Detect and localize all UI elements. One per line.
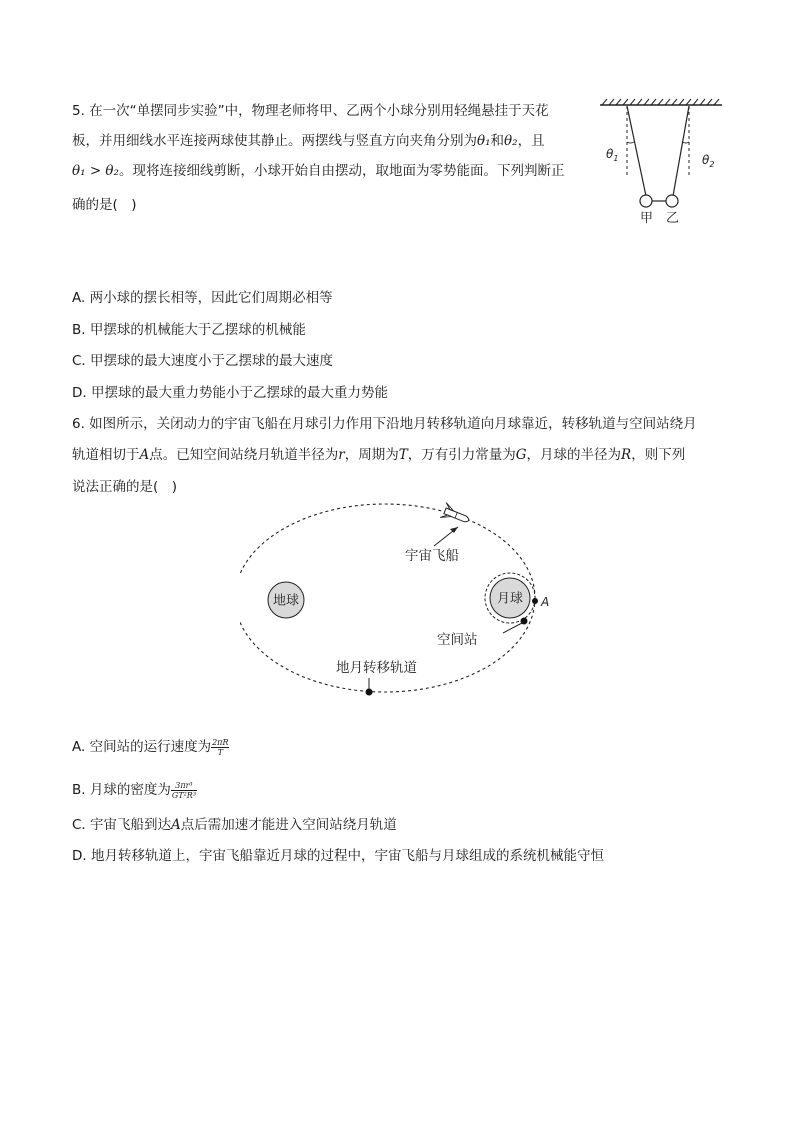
q6-line-2-text-d: ，万有引力常量为: [407, 447, 516, 463]
fraction-denominator: GT²R³: [171, 790, 197, 800]
q6-var-t: T: [398, 447, 408, 463]
q5-line-1: 5. 在一次“单摆同步实验”中，物理老师将甲、乙两个小球分别用轻绳悬挂于天花: [72, 103, 549, 119]
q6-option-a: [72, 737, 229, 757]
q5-option-b: B. 甲摆球的机械能大于乙摆球的机械能: [72, 322, 306, 338]
q6-line-2-text-b: 点。已知空间站绕月轨道半径为: [149, 447, 339, 463]
q6-option-c-text-b: 点后需加速才能进入空间站绕月轨道: [180, 817, 397, 833]
fraction-denominator: T: [217, 747, 223, 757]
q6-option-a-fraction: [211, 738, 229, 757]
q5-line-4: 确的是( ): [72, 197, 137, 213]
q6-option-d: D. 地月转移轨道上，宇宙飞船靠近月球的过程中，宇宙飞船与月球组成的系统机械能守恒: [72, 848, 604, 864]
spaceship-label: 宇宙飞船: [405, 548, 459, 564]
q6-var-r-cap: R: [621, 447, 632, 463]
theta2-label: $\theta_2$: [702, 153, 715, 169]
q6-option-c-text-a: C. 宇宙飞船到达: [72, 817, 172, 833]
spaceship-icon: [440, 503, 471, 528]
ball-jia: [640, 195, 652, 207]
fraction-numerator: 2πR: [212, 737, 229, 747]
q6-var-r: r: [338, 447, 345, 463]
q6-line-1: 6. 如图所示，关闭动力的宇宙飞船在月球引力作用下沿地月转移轨道向月球靠近，转移轨道与空间站绕月: [72, 416, 697, 432]
q6-option-a-text: A. 空间站的运行速度为: [72, 739, 212, 755]
q5-theta2: θ₂: [504, 133, 518, 149]
fraction-numerator: 3πr³: [171, 781, 197, 791]
q6-var-g: G: [515, 447, 527, 463]
q5-line-2-text-a: 板，并用细线水平连接两球使其静止。两摆线与竖直方向夹角分别为: [72, 133, 477, 149]
ball-yi: [666, 195, 678, 207]
q6-var-a: A: [139, 447, 150, 463]
station-label: 空间站: [437, 632, 478, 648]
q6-line-3: 说法正确的是( ): [72, 479, 178, 495]
moon-label: 月球: [496, 591, 524, 607]
q5-option-a: A. 两小球的摆长相等，因此它们周期必相等: [72, 290, 333, 306]
pendulum-diagram: [598, 98, 726, 226]
q6-line-2-text-e: ，月球的半径为: [526, 447, 622, 463]
q5-line-2-text-c: ，且: [517, 133, 545, 149]
q5-line-3: [72, 161, 564, 181]
transfer-orbit-label: 地月转移轨道: [336, 660, 417, 676]
station-pointer: [503, 623, 522, 633]
earth-label: 地球: [272, 593, 300, 609]
q5-option-d: D. 甲摆球的最大重力势能小于乙摆球的最大重力势能: [72, 385, 388, 401]
q6-option-c: [72, 815, 397, 835]
point-a-dot: [532, 598, 538, 604]
theta1-label: $\theta_1$: [606, 147, 619, 163]
q6-line-2-text-c: ，周期为: [344, 447, 399, 463]
q5-line-2: [72, 131, 545, 151]
angle-arc-theta1: [627, 142, 634, 143]
string-jia: [627, 106, 646, 196]
q6-option-b-text: B. 月球的密度为: [72, 782, 171, 798]
q5-line-2-text-b: 和: [490, 133, 505, 149]
orbit-diagram: [240, 500, 560, 700]
q5-option-c: C. 甲摆球的最大速度小于乙摆球的最大速度: [72, 353, 334, 369]
label-yi: 乙: [666, 211, 680, 226]
point-a-label: A: [541, 595, 550, 609]
q6-option-c-var-a: A: [171, 817, 181, 833]
q6-line-2-text-a: 轨道相切于: [72, 447, 140, 463]
q6-option-b-fraction: [171, 781, 197, 800]
transfer-orbit-dot: [366, 689, 373, 696]
q6-option-b: [72, 780, 197, 800]
q5-theta1: θ₁: [477, 133, 491, 149]
q6-line-2-text-f: ，则下列: [631, 447, 686, 463]
q6-line-2: [72, 445, 685, 465]
q5-inequality: θ₁ > θ₂: [72, 163, 119, 179]
q5-line-3-text: 。现将连接细线剪断，小球开始自由摆动，取地面为零势能面。下列判断正: [118, 163, 565, 179]
string-yi: [673, 106, 689, 196]
angle-arc-theta2: [682, 142, 689, 143]
ceiling-hatching: [602, 99, 719, 105]
label-jia: 甲: [640, 211, 654, 226]
